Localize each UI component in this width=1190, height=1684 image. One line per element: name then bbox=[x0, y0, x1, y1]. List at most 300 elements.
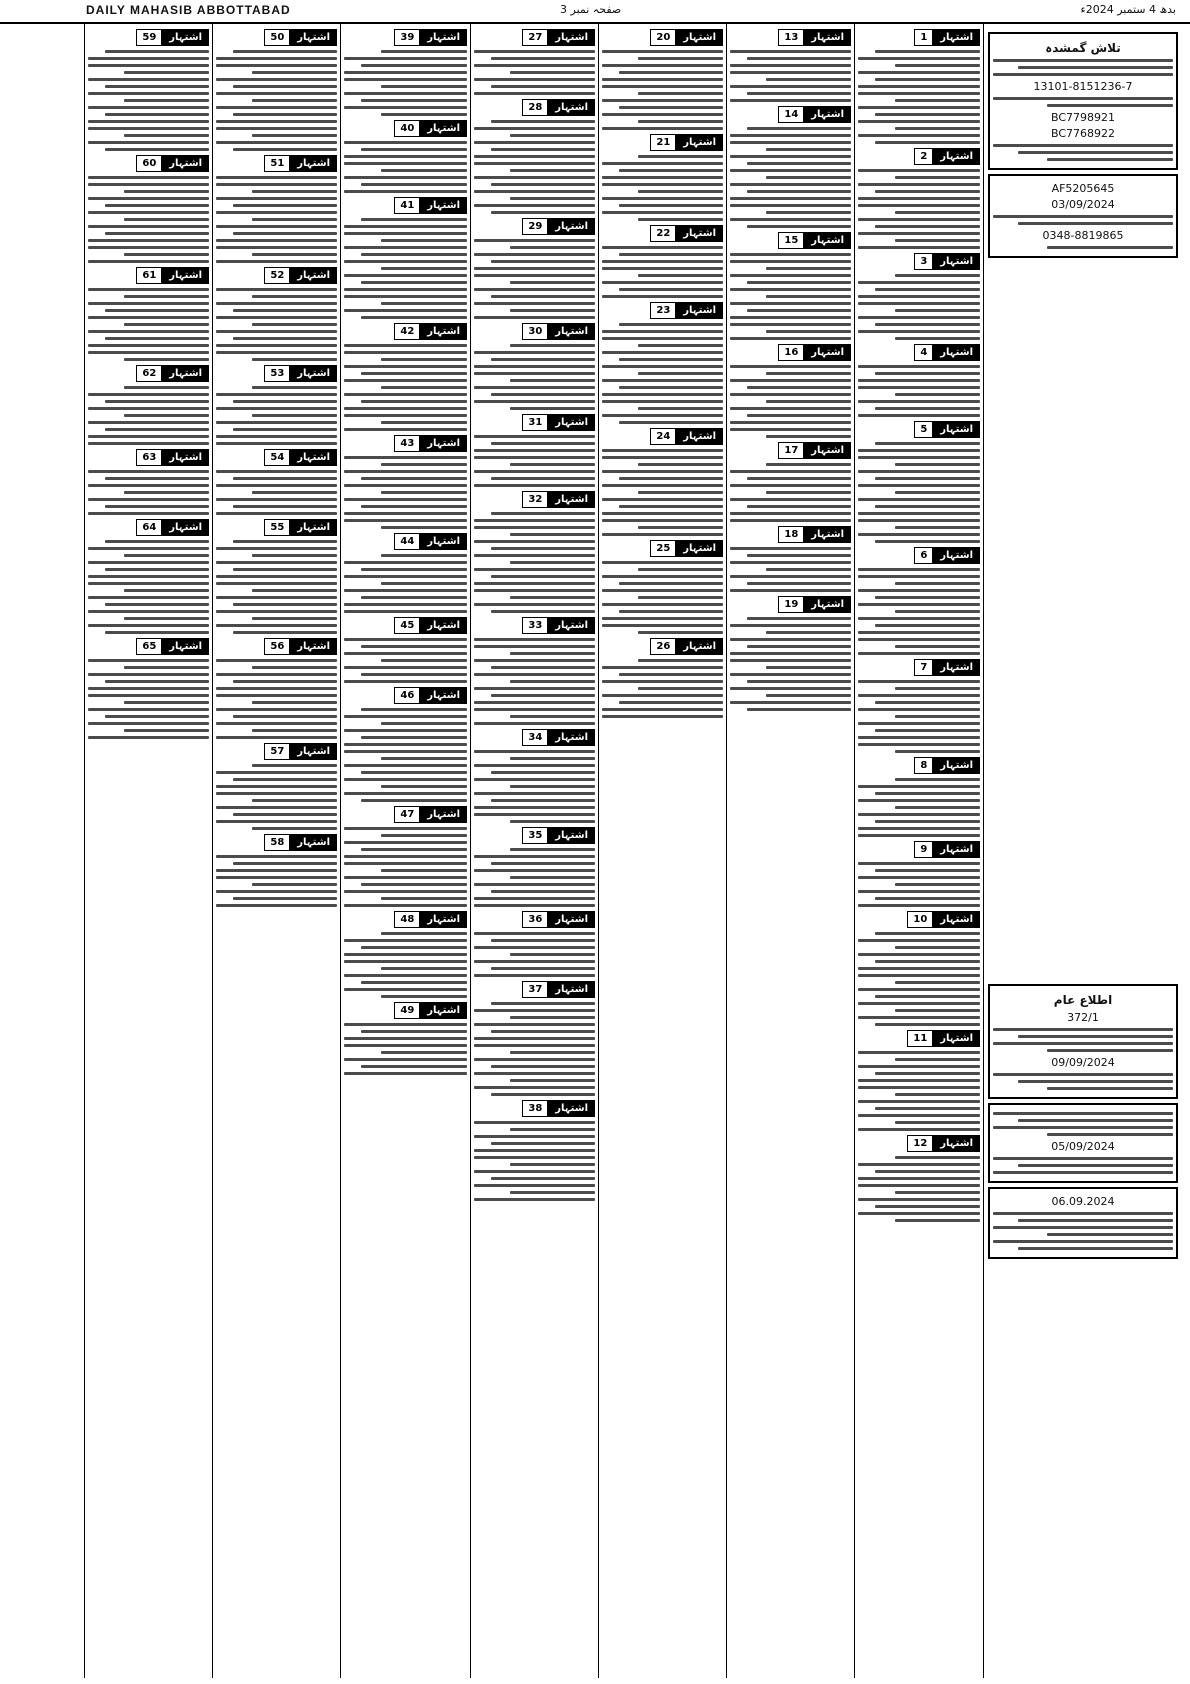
ad-header bbox=[344, 120, 467, 137]
ad-header bbox=[858, 841, 980, 858]
text-line bbox=[858, 904, 980, 907]
text-line bbox=[474, 1058, 595, 1061]
text-line bbox=[88, 673, 209, 676]
text-line bbox=[510, 757, 595, 760]
text-line bbox=[491, 358, 595, 361]
text-line bbox=[381, 582, 467, 585]
text-line bbox=[638, 92, 723, 95]
text-line bbox=[875, 50, 980, 53]
ad-number: 22 bbox=[650, 225, 676, 242]
text-line bbox=[381, 785, 467, 788]
ad-tag: اشتہار bbox=[290, 449, 337, 466]
text-line bbox=[474, 470, 595, 473]
text-line bbox=[858, 617, 980, 620]
text-line bbox=[124, 386, 209, 389]
text-line bbox=[216, 547, 337, 550]
text-line bbox=[474, 1037, 595, 1040]
text-line bbox=[474, 400, 595, 403]
text-line bbox=[381, 932, 467, 935]
ad-tag: اشتہار bbox=[420, 533, 467, 550]
text-line bbox=[619, 582, 723, 585]
case-number: 372/1 bbox=[1067, 1011, 1099, 1024]
ad-tag: اشتہار bbox=[420, 323, 467, 340]
text-line bbox=[216, 673, 337, 676]
hearing-date-2: 05/09/2024 bbox=[1051, 1140, 1115, 1153]
text-line bbox=[233, 148, 337, 151]
text-line bbox=[510, 848, 595, 851]
text-line bbox=[602, 470, 723, 473]
text-line bbox=[88, 442, 209, 445]
text-line bbox=[88, 407, 209, 410]
text-line bbox=[619, 288, 723, 291]
text-line bbox=[510, 281, 595, 284]
text-line bbox=[875, 897, 980, 900]
text-line bbox=[474, 764, 595, 767]
text-line bbox=[233, 232, 337, 235]
ad-tag: اشتہار bbox=[420, 120, 467, 137]
text-line bbox=[88, 288, 209, 291]
text-line bbox=[233, 337, 337, 340]
text-line bbox=[105, 400, 209, 403]
text-line bbox=[381, 169, 467, 172]
text-line bbox=[344, 743, 467, 746]
text-line bbox=[124, 295, 209, 298]
text-line bbox=[216, 624, 337, 627]
text-line bbox=[510, 246, 595, 249]
text-line bbox=[216, 435, 337, 438]
text-line bbox=[747, 645, 851, 648]
ad-header bbox=[344, 323, 467, 340]
text-line bbox=[510, 820, 595, 823]
text-line bbox=[124, 729, 209, 732]
text-line bbox=[766, 372, 851, 375]
text-line bbox=[88, 78, 209, 81]
text-line bbox=[730, 652, 851, 655]
text-line bbox=[747, 708, 851, 711]
text-line bbox=[491, 967, 595, 970]
text-line bbox=[124, 589, 209, 592]
ad-header bbox=[858, 659, 980, 676]
text-line bbox=[344, 190, 467, 193]
text-line bbox=[858, 400, 980, 403]
ad-number: 21 bbox=[650, 134, 676, 151]
text-line bbox=[730, 484, 851, 487]
text-line bbox=[858, 652, 980, 655]
text-line bbox=[766, 211, 851, 214]
ad-number: 50 bbox=[264, 29, 290, 46]
text-line bbox=[474, 1135, 595, 1138]
text-line bbox=[344, 988, 467, 991]
text-line bbox=[474, 1072, 595, 1075]
text-line bbox=[510, 344, 595, 347]
text-line bbox=[381, 421, 467, 424]
text-line bbox=[895, 274, 980, 277]
text-line bbox=[252, 386, 337, 389]
text-line bbox=[344, 484, 467, 487]
text-line bbox=[216, 78, 337, 81]
classified-ad bbox=[474, 729, 595, 823]
classified-ad bbox=[88, 638, 209, 739]
text-line bbox=[730, 701, 851, 704]
text-line bbox=[216, 260, 337, 263]
text-line bbox=[216, 785, 337, 788]
text-line bbox=[895, 806, 980, 809]
text-line bbox=[361, 981, 467, 984]
column-3 bbox=[598, 24, 726, 1678]
text-line bbox=[344, 365, 467, 368]
text-line bbox=[858, 120, 980, 123]
text-line bbox=[233, 631, 337, 634]
text-line bbox=[895, 239, 980, 242]
text-line bbox=[766, 330, 851, 333]
text-line bbox=[491, 694, 595, 697]
text-line bbox=[766, 295, 851, 298]
text-line bbox=[88, 64, 209, 67]
text-line bbox=[344, 876, 467, 879]
text-line bbox=[858, 281, 980, 284]
ad-number: 41 bbox=[394, 197, 420, 214]
text-line bbox=[105, 337, 209, 340]
classified-ad bbox=[858, 1135, 980, 1222]
text-line bbox=[619, 386, 723, 389]
text-line bbox=[344, 57, 467, 60]
text-line bbox=[344, 407, 467, 410]
text-line bbox=[875, 1107, 980, 1110]
text-line bbox=[510, 134, 595, 137]
text-line bbox=[361, 645, 467, 648]
classified-ad bbox=[602, 638, 723, 718]
text-line bbox=[344, 379, 467, 382]
ad-tag: اشتہار bbox=[933, 344, 980, 361]
text-line bbox=[730, 428, 851, 431]
text-line bbox=[602, 162, 723, 165]
text-line bbox=[747, 309, 851, 312]
text-line bbox=[474, 351, 595, 354]
text-line bbox=[895, 1191, 980, 1194]
text-line bbox=[491, 295, 595, 298]
ad-tag: اشتہار bbox=[933, 148, 980, 165]
text-line bbox=[474, 302, 595, 305]
classified-ad bbox=[474, 491, 595, 613]
text-line bbox=[638, 120, 723, 123]
ad-number: 65 bbox=[136, 638, 162, 655]
text-line bbox=[344, 729, 467, 732]
text-line bbox=[875, 442, 980, 445]
text-line bbox=[474, 1149, 595, 1152]
text-line bbox=[344, 246, 467, 249]
text-line bbox=[491, 862, 595, 865]
text-line bbox=[858, 589, 980, 592]
text-line bbox=[766, 568, 851, 571]
text-line bbox=[895, 750, 980, 753]
text-line bbox=[875, 1170, 980, 1173]
text-line bbox=[747, 477, 851, 480]
text-line bbox=[344, 351, 467, 354]
text-line bbox=[602, 64, 723, 67]
text-line bbox=[619, 106, 723, 109]
text-line bbox=[344, 603, 467, 606]
text-line bbox=[875, 113, 980, 116]
ad-header bbox=[474, 981, 595, 998]
text-line bbox=[474, 372, 595, 375]
masthead bbox=[0, 0, 1190, 24]
text-line bbox=[381, 659, 467, 662]
text-line bbox=[344, 295, 467, 298]
text-line bbox=[510, 1163, 595, 1166]
text-line bbox=[730, 218, 851, 221]
text-line bbox=[252, 71, 337, 74]
text-line bbox=[88, 211, 209, 214]
text-line bbox=[491, 477, 595, 480]
text-line bbox=[88, 575, 209, 578]
text-line bbox=[233, 778, 337, 781]
ad-tag: اشتہار bbox=[420, 1002, 467, 1019]
text-line bbox=[491, 666, 595, 669]
ad-tag: اشتہار bbox=[548, 911, 595, 928]
text-line bbox=[474, 960, 595, 963]
column-5 bbox=[340, 24, 470, 1678]
text-line bbox=[619, 253, 723, 256]
text-line bbox=[252, 666, 337, 669]
ad-tag: اشتہار bbox=[676, 29, 723, 46]
ad-number: 58 bbox=[264, 834, 290, 851]
ad-number: 45 bbox=[394, 617, 420, 634]
text-line bbox=[858, 484, 980, 487]
text-line bbox=[895, 981, 980, 984]
text-line bbox=[216, 582, 337, 585]
text-line bbox=[474, 127, 595, 130]
ad-number: 2 bbox=[914, 148, 933, 165]
ad-header bbox=[88, 365, 209, 382]
text-line bbox=[216, 575, 337, 578]
text-line bbox=[216, 197, 337, 200]
ad-tag: اشتہار bbox=[290, 267, 337, 284]
hearing-date-1: 09/09/2024 bbox=[1051, 1056, 1115, 1069]
classified-ad bbox=[344, 435, 467, 529]
text-line bbox=[105, 309, 209, 312]
text-line bbox=[252, 295, 337, 298]
text-line bbox=[381, 897, 467, 900]
text-line bbox=[344, 71, 467, 74]
text-line bbox=[491, 939, 595, 942]
text-line bbox=[474, 239, 595, 242]
text-line bbox=[105, 715, 209, 718]
text-line bbox=[88, 141, 209, 144]
text-line bbox=[474, 701, 595, 704]
text-line bbox=[619, 71, 723, 74]
text-line bbox=[88, 344, 209, 347]
text-line bbox=[602, 589, 723, 592]
text-line bbox=[216, 722, 337, 725]
text-line bbox=[602, 197, 723, 200]
text-line bbox=[858, 414, 980, 417]
classified-ad bbox=[730, 29, 851, 102]
text-line bbox=[766, 694, 851, 697]
classified-ad bbox=[858, 911, 980, 1026]
text-line bbox=[361, 505, 467, 508]
classified-ad bbox=[344, 806, 467, 907]
text-line bbox=[474, 204, 595, 207]
classified-ad bbox=[858, 757, 980, 837]
text-line bbox=[730, 379, 851, 382]
text-line bbox=[747, 386, 851, 389]
text-line bbox=[895, 715, 980, 718]
page-number: صفحہ نمبر 3 bbox=[560, 3, 622, 16]
ad-tag: اشتہار bbox=[162, 638, 209, 655]
text-line bbox=[344, 512, 467, 515]
text-line bbox=[602, 183, 723, 186]
text-line bbox=[361, 799, 467, 802]
text-line bbox=[602, 512, 723, 515]
text-line bbox=[619, 421, 723, 424]
text-line bbox=[619, 673, 723, 676]
text-line bbox=[88, 435, 209, 438]
text-line bbox=[602, 351, 723, 354]
text-line bbox=[858, 197, 980, 200]
text-line bbox=[895, 491, 980, 494]
text-line bbox=[730, 547, 851, 550]
text-line bbox=[875, 869, 980, 872]
ad-number: 55 bbox=[264, 519, 290, 536]
text-line bbox=[344, 561, 467, 564]
text-line bbox=[510, 1128, 595, 1131]
ad-header bbox=[474, 323, 595, 340]
text-line bbox=[252, 99, 337, 102]
text-line bbox=[344, 225, 467, 228]
text-line bbox=[216, 771, 337, 774]
text-line bbox=[858, 1163, 980, 1166]
text-line bbox=[474, 1044, 595, 1047]
classified-ad bbox=[474, 617, 595, 725]
ad-tag: اشتہار bbox=[290, 365, 337, 382]
ad-header bbox=[344, 911, 467, 928]
text-line bbox=[88, 610, 209, 613]
text-line bbox=[510, 953, 595, 956]
text-line bbox=[88, 127, 209, 130]
ad-number: 46 bbox=[394, 687, 420, 704]
classified-ad bbox=[858, 344, 980, 417]
ad-header bbox=[216, 155, 337, 172]
text-line bbox=[216, 596, 337, 599]
text-line bbox=[602, 694, 723, 697]
ad-tag: اشتہار bbox=[548, 414, 595, 431]
text-line bbox=[252, 554, 337, 557]
text-line bbox=[381, 995, 467, 998]
ad-number: 14 bbox=[778, 106, 804, 123]
text-line bbox=[858, 799, 980, 802]
text-line bbox=[361, 372, 467, 375]
text-line bbox=[875, 225, 980, 228]
text-line bbox=[344, 288, 467, 291]
classified-ad bbox=[88, 365, 209, 445]
ad-number: 37 bbox=[522, 981, 548, 998]
text-line bbox=[510, 533, 595, 536]
ad-header bbox=[858, 344, 980, 361]
ad-tag: اشتہار bbox=[933, 253, 980, 270]
ad-tag: اشتہار bbox=[420, 29, 467, 46]
text-line bbox=[124, 99, 209, 102]
ad-tag: اشتہار bbox=[162, 267, 209, 284]
text-line bbox=[895, 1058, 980, 1061]
text-line bbox=[381, 239, 467, 242]
text-line bbox=[233, 505, 337, 508]
text-line bbox=[381, 554, 467, 557]
text-line bbox=[730, 64, 851, 67]
text-line bbox=[875, 960, 980, 963]
text-line bbox=[474, 645, 595, 648]
text-line bbox=[361, 183, 467, 186]
text-line bbox=[875, 932, 980, 935]
ad-number: 34 bbox=[522, 729, 548, 746]
text-line bbox=[858, 1016, 980, 1019]
ad-number: 60 bbox=[136, 155, 162, 172]
text-line bbox=[361, 1065, 467, 1068]
ad-number: 36 bbox=[522, 911, 548, 928]
ad-tag: اشتہار bbox=[162, 449, 209, 466]
text-line bbox=[216, 246, 337, 249]
ad-number: 9 bbox=[914, 841, 933, 858]
text-line bbox=[895, 645, 980, 648]
ad-number: 29 bbox=[522, 218, 548, 235]
text-line bbox=[510, 652, 595, 655]
text-line bbox=[344, 855, 467, 858]
text-line bbox=[124, 253, 209, 256]
text-line bbox=[216, 687, 337, 690]
ad-number: 64 bbox=[136, 519, 162, 536]
ad-tag: اشتہار bbox=[804, 344, 851, 361]
column-2 bbox=[726, 24, 854, 1678]
text-line bbox=[88, 722, 209, 725]
ad-header bbox=[88, 267, 209, 284]
text-line bbox=[730, 659, 851, 662]
ad-number: 33 bbox=[522, 617, 548, 634]
text-line bbox=[895, 463, 980, 466]
passport-1: BC7798921 bbox=[1050, 111, 1116, 124]
ad-tag: اشتہار bbox=[548, 827, 595, 844]
text-line bbox=[491, 1030, 595, 1033]
ad-tag: اشتہار bbox=[162, 519, 209, 536]
text-line bbox=[381, 967, 467, 970]
text-line bbox=[361, 568, 467, 571]
text-line bbox=[858, 218, 980, 221]
text-line bbox=[730, 687, 851, 690]
text-line bbox=[216, 92, 337, 95]
text-line bbox=[730, 337, 851, 340]
text-line bbox=[858, 449, 980, 452]
text-line bbox=[233, 862, 337, 865]
text-line bbox=[474, 274, 595, 277]
text-line bbox=[747, 281, 851, 284]
text-line bbox=[233, 309, 337, 312]
text-line bbox=[344, 456, 467, 459]
text-line bbox=[88, 393, 209, 396]
text-line bbox=[747, 617, 851, 620]
text-line bbox=[216, 351, 337, 354]
text-line bbox=[895, 526, 980, 529]
text-line bbox=[344, 470, 467, 473]
text-line bbox=[88, 316, 209, 319]
text-line bbox=[730, 624, 851, 627]
classified-ad bbox=[474, 981, 595, 1096]
ad-header bbox=[858, 547, 980, 564]
ad-header bbox=[858, 148, 980, 165]
ad-tag: اشتہار bbox=[933, 1030, 980, 1047]
ad-tag: اشتہار bbox=[162, 29, 209, 46]
text-line bbox=[858, 57, 980, 60]
text-line bbox=[491, 1142, 595, 1145]
ad-tag: اشتہار bbox=[162, 365, 209, 382]
ad-tag: اشتہار bbox=[933, 841, 980, 858]
